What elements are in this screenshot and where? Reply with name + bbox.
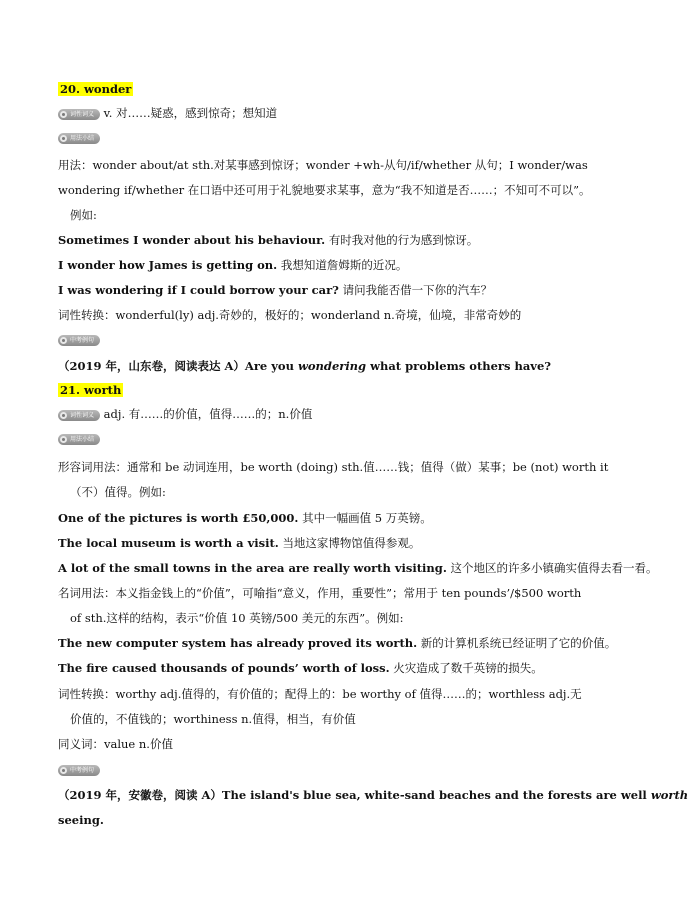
usage-line: 名词用法：本义指金钱上的“价值”，可喻指“意义，作用，重要性”；常用于 ten pounds’/$500 worth bbox=[58, 586, 582, 600]
heading-highlight: 21. worth bbox=[60, 383, 122, 397]
badge-exam: 中考例句 bbox=[58, 332, 100, 346]
badge-dot-icon bbox=[60, 767, 67, 774]
example-sentence: A lot of the small towns in the area are really worth visiting. 这个地区的许多小镇确实值得去看一看。 bbox=[58, 561, 658, 575]
conversion-line: 价值的，不值钱的；worthiness n.值得，相当，有价值 bbox=[70, 712, 356, 726]
exam-sentence: （2019 年，安徽卷，阅读 A）The island's blue sea, white-sand beaches and the forests are well worth bbox=[58, 788, 688, 802]
heading-highlight: 20. wonder bbox=[60, 82, 132, 96]
meaning-text: adj. 有……的价值，值得……的；n.价值 bbox=[103, 407, 313, 421]
conversion-line: 词性转换：worthy adj.值得的，有价值的；配得上的：be worthy of 值得……的；worthless adj.无 bbox=[58, 687, 582, 701]
badge-dot-icon bbox=[60, 436, 67, 443]
usage-line: 用法：wonder about/at sth.对某事感到惊讶；wonder +wh-从句/if/whether 从句；I wonder/was bbox=[58, 158, 588, 172]
usage-line: 例如: bbox=[70, 208, 97, 222]
meaning-text: v. 对……疑惑，感到惊奇；想知道 bbox=[103, 106, 278, 120]
badge-dot-icon bbox=[60, 111, 67, 118]
entry-heading bbox=[58, 382, 123, 398]
usage-line: 形容词用法：通常和 be 动词连用，be worth (doing) sth.值……钱；值得（做）某事；be (not) worth it bbox=[58, 460, 609, 474]
example-sentence: The new computer system has already proved its worth. 新的计算机系统已经证明了它的价值。 bbox=[58, 636, 617, 650]
badge-meaning: 词性词义 bbox=[58, 410, 100, 421]
badge-dot-icon bbox=[60, 412, 67, 419]
badge-dot-icon bbox=[60, 337, 67, 344]
badge-usage: 用法小结 bbox=[58, 431, 100, 445]
exam-sentence: （2019 年，山东卷，阅读表达 A）Are you wondering what problems others have? bbox=[58, 359, 552, 373]
usage-line: wondering if/whether 在口语中还可用于礼貌地要求某事，意为“我不知道是否……；不知可不可以”。 bbox=[58, 183, 591, 197]
badge-exam: 中考例句 bbox=[58, 762, 100, 776]
badge-dot-icon bbox=[60, 135, 67, 142]
badge-meaning: 词性词义 bbox=[58, 109, 100, 120]
synonym-line: 同义词：value n.价值 bbox=[58, 737, 173, 751]
meaning-row bbox=[58, 406, 312, 422]
badge-usage: 用法小结 bbox=[58, 130, 100, 144]
example-sentence: I wonder how James is getting on. 我想知道詹姆斯的近况。 bbox=[58, 258, 408, 272]
example-sentence: I was wondering if I could borrow your car? 请问我能否借一下你的汽车？ bbox=[58, 283, 493, 297]
usage-line: of sth.这样的结构，表示“价值 10 英镑/500 美元的东西”。例如: bbox=[70, 611, 404, 625]
entry-heading bbox=[58, 81, 133, 97]
conversion-line: 词性转换：wonderful(ly) adj.奇妙的，极好的；wonderland n.奇境，仙境，非常奇妙的 bbox=[58, 308, 522, 322]
example-sentence: The fire caused thousands of pounds’ worth of loss. 火灾造成了数千英镑的损失。 bbox=[58, 661, 543, 675]
meaning-row bbox=[58, 105, 277, 121]
exam-sentence-cont: seeing. bbox=[58, 813, 104, 827]
usage-line: （不）值得。例如: bbox=[70, 485, 166, 499]
example-sentence: One of the pictures is worth £50,000. 其中一幅画值 5 万英镑。 bbox=[58, 511, 432, 525]
example-sentence: Sometimes I wonder about his behaviour. 有时我对他的行为感到惊讶。 bbox=[58, 233, 479, 247]
example-sentence: The local museum is worth a visit. 当地这家博物馆值得参观。 bbox=[58, 536, 421, 550]
